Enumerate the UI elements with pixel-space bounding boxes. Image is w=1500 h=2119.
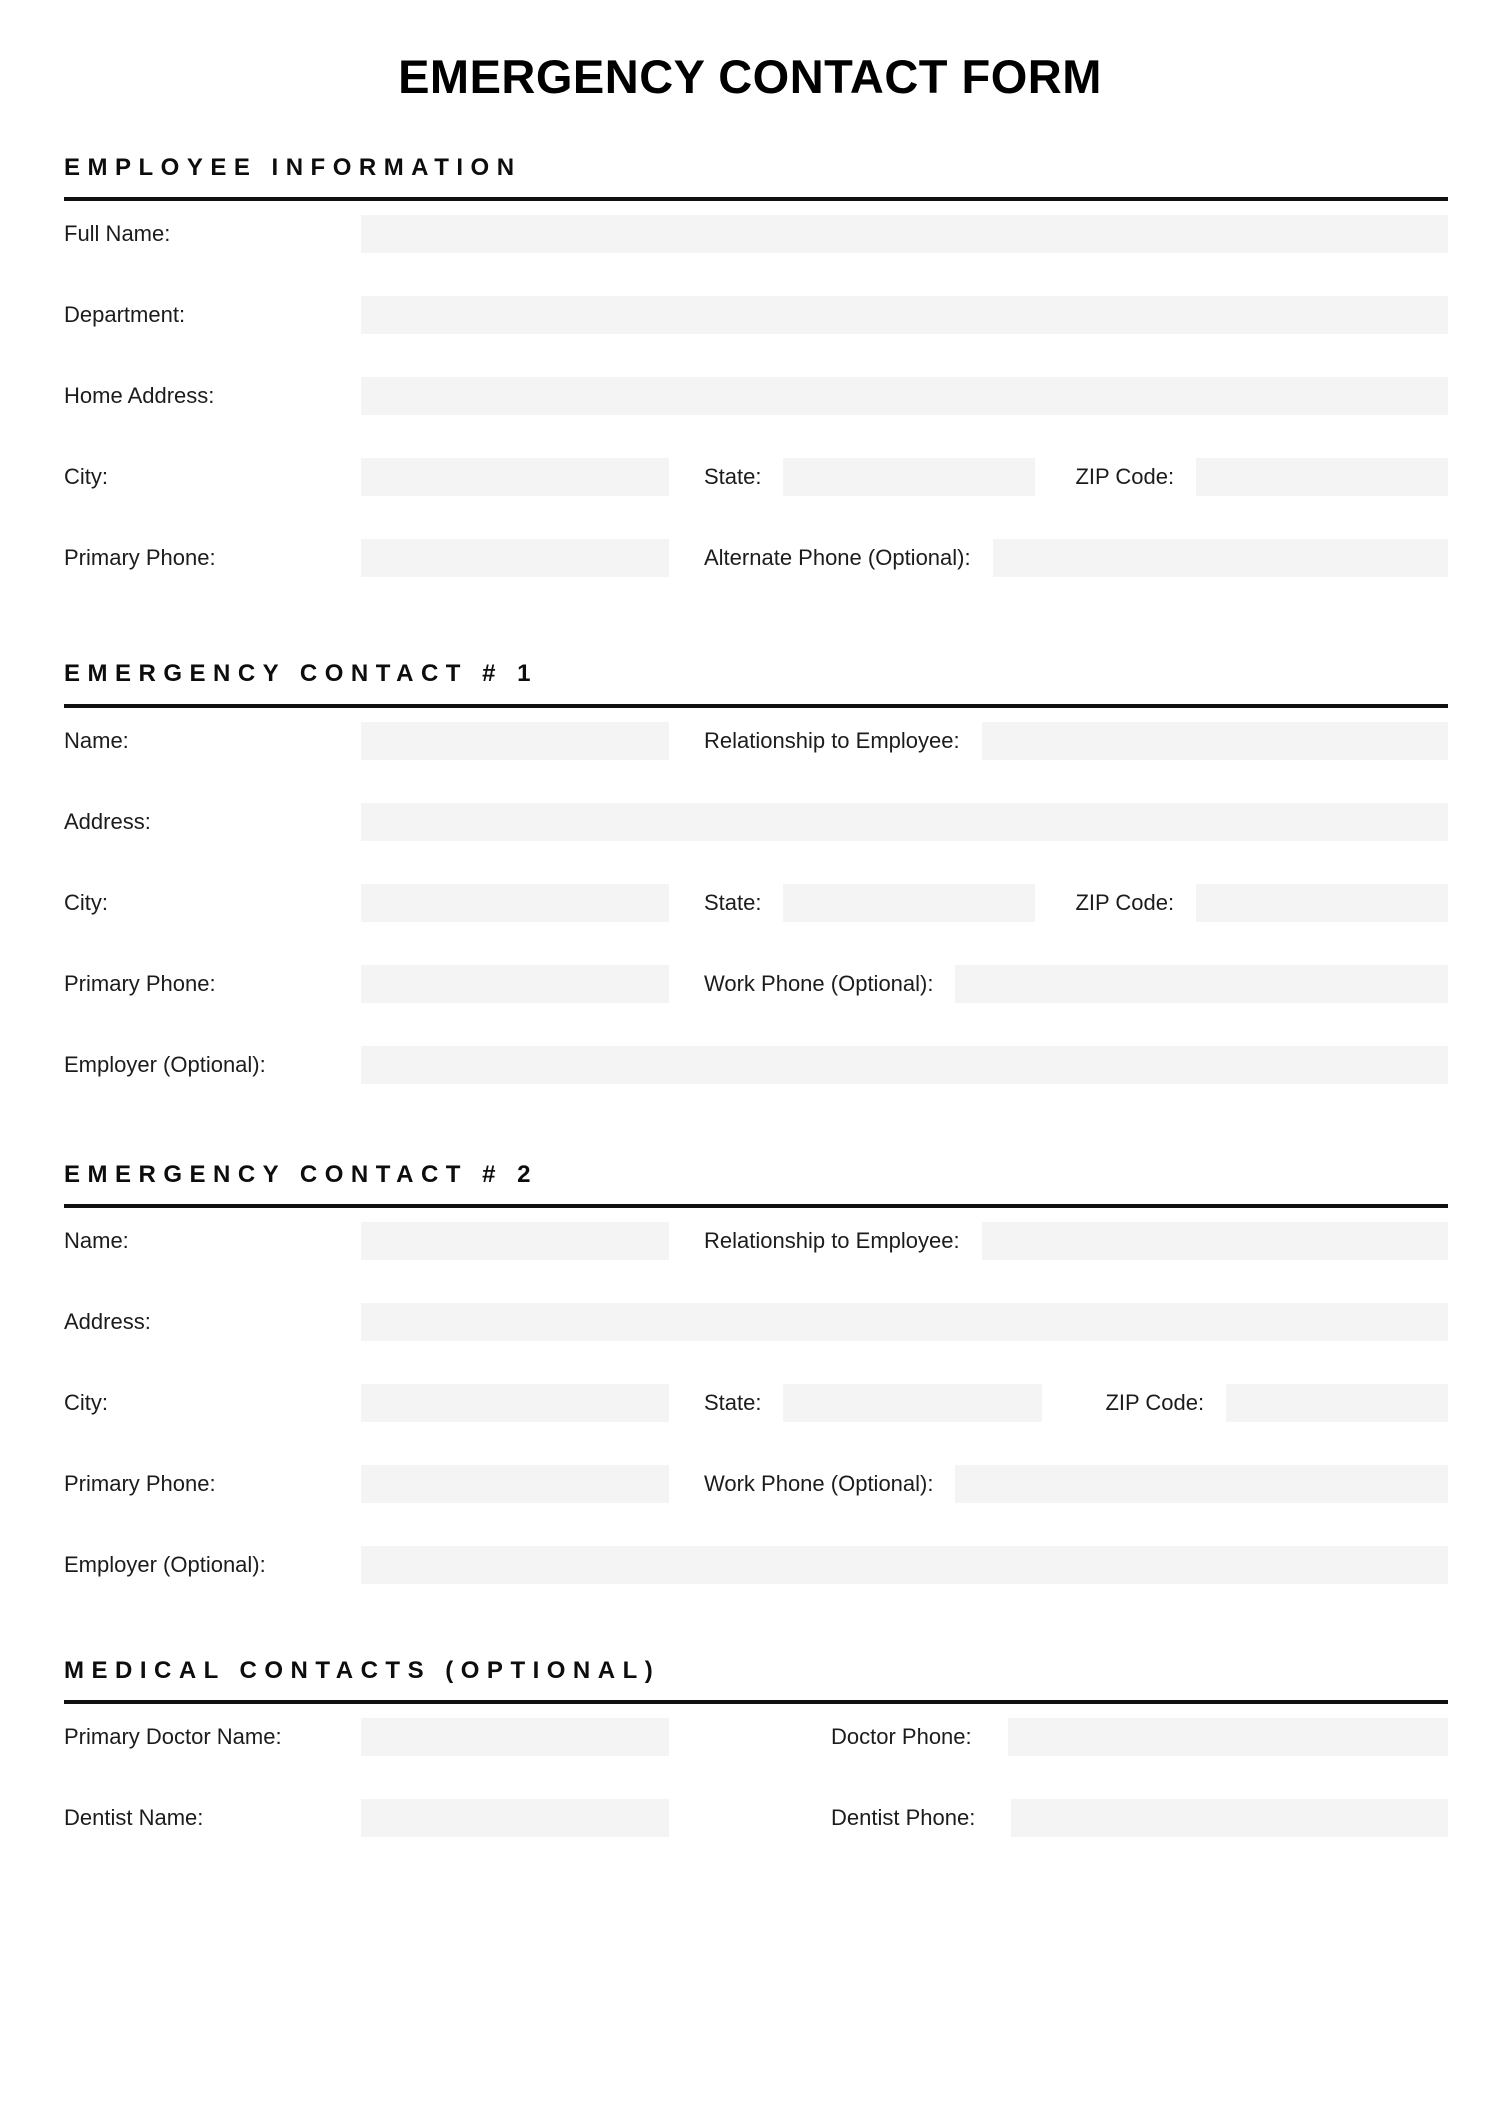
label-state: State: bbox=[704, 464, 762, 490]
form-row-full-name bbox=[64, 215, 1448, 253]
section-body-medical-contacts bbox=[52, 1704, 1448, 1837]
label-contact1-city: City: bbox=[64, 889, 108, 915]
section-spacer bbox=[52, 1584, 1448, 1658]
input-contact2-zip-code[interactable] bbox=[1226, 1384, 1448, 1422]
input-contact2-address[interactable] bbox=[361, 1303, 1448, 1341]
page-title: EMERGENCY CONTACT FORM bbox=[398, 50, 1102, 103]
input-city[interactable] bbox=[361, 458, 669, 496]
input-contact2-state[interactable] bbox=[783, 1384, 1042, 1422]
input-contact2-name[interactable] bbox=[361, 1222, 669, 1260]
input-contact1-primary-phone[interactable] bbox=[361, 965, 669, 1003]
label-dentist-name: Dentist Name: bbox=[64, 1805, 204, 1831]
label-contact2-city: City: bbox=[64, 1389, 108, 1415]
section-medical-contacts bbox=[52, 1658, 1448, 1837]
form-row-name-relationship bbox=[64, 722, 1448, 760]
label-contact2-work-phone: Work Phone (Optional): bbox=[704, 1470, 934, 1496]
label-primary-doctor-name: Primary Doctor Name: bbox=[64, 1724, 282, 1750]
label-zip-code: ZIP Code: bbox=[1075, 464, 1175, 490]
label-contact2-primary-phone: Primary Phone: bbox=[64, 1470, 216, 1496]
label-contact2-relationship: Relationship to Employee: bbox=[704, 1227, 960, 1253]
form-row-contact1-phones bbox=[64, 965, 1448, 1003]
input-contact1-employer[interactable] bbox=[361, 1046, 1448, 1084]
form-row-dentist bbox=[64, 1799, 1448, 1837]
label-contact1-zip-code: ZIP Code: bbox=[1075, 889, 1175, 915]
input-contact1-relationship[interactable] bbox=[982, 722, 1448, 760]
section-body-emergency-contact-1 bbox=[52, 708, 1448, 1084]
input-alternate-phone[interactable] bbox=[993, 539, 1448, 577]
form-row-contact1-employer bbox=[64, 1046, 1448, 1084]
form-row-contact2-address bbox=[64, 1303, 1448, 1341]
label-primary-phone: Primary Phone: bbox=[64, 545, 216, 571]
label-home-address: Home Address: bbox=[64, 383, 215, 409]
section-spacer bbox=[52, 577, 1448, 661]
input-contact2-relationship[interactable] bbox=[982, 1222, 1448, 1260]
label-contact1-primary-phone: Primary Phone: bbox=[64, 970, 216, 996]
form-row-city-state-zip bbox=[64, 458, 1448, 496]
section-heading-emergency-contact-1: EMERGENCY CONTACT # 1 bbox=[64, 660, 538, 688]
label-contact2-employer: Employer (Optional): bbox=[64, 1551, 266, 1577]
input-contact2-employer[interactable] bbox=[361, 1546, 1448, 1584]
input-home-address[interactable] bbox=[361, 377, 1448, 415]
input-primary-phone[interactable] bbox=[361, 539, 669, 577]
input-contact1-state[interactable] bbox=[783, 884, 1035, 922]
form-row-doctor bbox=[64, 1718, 1448, 1756]
label-contact1-work-phone: Work Phone (Optional): bbox=[704, 970, 934, 996]
section-spacer bbox=[52, 1084, 1448, 1162]
input-department[interactable] bbox=[361, 296, 1448, 334]
section-body-emergency-contact-2 bbox=[52, 1208, 1448, 1584]
input-contact2-work-phone[interactable] bbox=[955, 1465, 1448, 1503]
label-contact1-state: State: bbox=[704, 889, 762, 915]
input-dentist-phone[interactable] bbox=[1011, 1799, 1448, 1837]
input-contact1-city[interactable] bbox=[361, 884, 669, 922]
input-dentist-name[interactable] bbox=[361, 1799, 669, 1837]
label-alternate-phone: Alternate Phone (Optional): bbox=[704, 545, 971, 571]
section-heading-employee-information: EMPLOYEE INFORMATION bbox=[64, 153, 522, 181]
form-row-contact2-name-relationship bbox=[64, 1222, 1448, 1260]
input-contact2-city[interactable] bbox=[361, 1384, 669, 1422]
label-contact1-name: Name: bbox=[64, 727, 129, 753]
label-contact2-address: Address: bbox=[64, 1308, 151, 1334]
input-contact1-work-phone[interactable] bbox=[955, 965, 1448, 1003]
label-contact1-address: Address: bbox=[64, 808, 151, 834]
input-contact1-zip-code[interactable] bbox=[1196, 884, 1448, 922]
label-department: Department: bbox=[64, 302, 186, 328]
label-contact2-zip-code: ZIP Code: bbox=[1105, 1389, 1205, 1415]
label-contact2-name: Name: bbox=[64, 1227, 129, 1253]
label-contact1-employer: Employer (Optional): bbox=[64, 1051, 266, 1077]
section-emergency-contact-1 bbox=[52, 661, 1448, 1083]
input-full-name[interactable] bbox=[361, 215, 1448, 253]
input-contact2-primary-phone[interactable] bbox=[361, 1465, 669, 1503]
form-row-home-address bbox=[64, 377, 1448, 415]
label-doctor-phone: Doctor Phone: bbox=[831, 1724, 972, 1750]
label-contact2-state: State: bbox=[704, 1389, 762, 1415]
section-emergency-contact-2 bbox=[52, 1162, 1448, 1584]
section-body-employee-information bbox=[52, 201, 1448, 577]
section-employee-information bbox=[52, 155, 1448, 577]
label-dentist-phone: Dentist Phone: bbox=[831, 1805, 976, 1831]
input-contact1-name[interactable] bbox=[361, 722, 669, 760]
title-spacer bbox=[52, 103, 1448, 155]
label-contact1-relationship: Relationship to Employee: bbox=[704, 727, 960, 753]
label-city: City: bbox=[64, 464, 108, 490]
input-doctor-phone[interactable] bbox=[1008, 1718, 1448, 1756]
form-row-contact1-city-state-zip bbox=[64, 884, 1448, 922]
input-primary-doctor-name[interactable] bbox=[361, 1718, 669, 1756]
form-row-contact1-address bbox=[64, 803, 1448, 841]
form-row-contact2-city-state-zip bbox=[64, 1384, 1448, 1422]
label-full-name: Full Name: bbox=[64, 221, 171, 247]
section-heading-medical-contacts: MEDICAL CONTACTS (OPTIONAL) bbox=[64, 1656, 661, 1684]
form-row-phones bbox=[64, 539, 1448, 577]
input-zip-code[interactable] bbox=[1196, 458, 1448, 496]
form-row-department bbox=[64, 296, 1448, 334]
form-row-contact2-phones bbox=[64, 1465, 1448, 1503]
form-row-contact2-employer bbox=[64, 1546, 1448, 1584]
section-heading-emergency-contact-2: EMERGENCY CONTACT # 2 bbox=[64, 1160, 538, 1188]
input-state[interactable] bbox=[783, 458, 1035, 496]
input-contact1-address[interactable] bbox=[361, 803, 1448, 841]
